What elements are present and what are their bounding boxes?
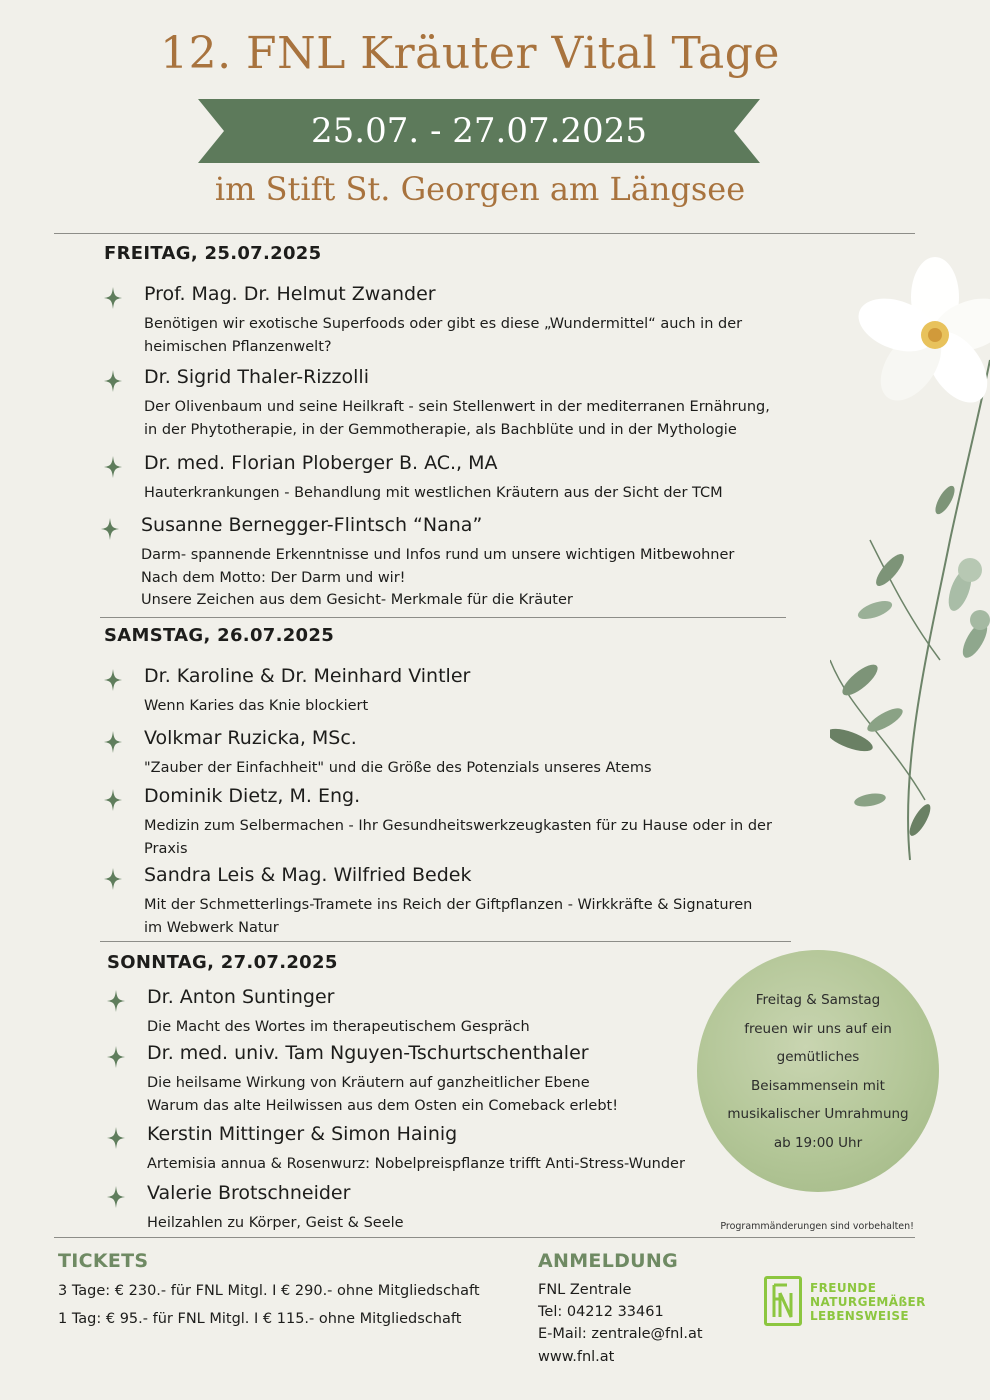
ticket-price-line: 1 Tag: € 95.- für FNL Mitgl. I € 115.- ohne Mitgliedschaft	[58, 1311, 462, 1327]
fnl-logo	[764, 1276, 940, 1332]
four-point-star-icon	[104, 789, 122, 811]
registration-email[interactable]: E-Mail: zentrale@fnl.at	[538, 1326, 703, 1342]
talk-description	[144, 757, 834, 780]
four-point-star-icon	[104, 731, 122, 753]
talk-description	[141, 544, 831, 612]
talk-description-line: "Zauber der Einfachheit" und die Größe des Potenzials unseres Atems	[144, 760, 652, 776]
talk-description-line: Nach dem Motto: Der Darm und wir!	[141, 569, 406, 586]
evening-info-text	[697, 986, 939, 1158]
day-heading: SONNTAG, 27.07.2025	[107, 952, 338, 973]
talk-description	[144, 396, 834, 441]
registration-website[interactable]: www.fnl.at	[538, 1349, 615, 1365]
event-location: im Stift St. Georgen am Längsee	[214, 170, 746, 208]
talk-description-line: Wenn Karies das Knie blockiert	[144, 698, 369, 714]
talk-description-line: Die Macht des Wortes im therapeutischem Gespräch	[147, 1019, 530, 1035]
four-point-star-icon	[104, 287, 122, 309]
registration-org: FNL Zentrale	[538, 1282, 632, 1298]
speaker-name: Dominik Dietz, M. Eng.	[144, 785, 361, 807]
divider	[100, 941, 791, 942]
date-banner	[198, 99, 760, 163]
talk-description-line: Unsere Zeichen aus dem Gesicht- Merkmale für die Kräuter	[141, 592, 573, 608]
day-heading: FREITAG, 25.07.2025	[104, 243, 322, 264]
flower-and-leaves-illustration	[830, 240, 990, 880]
registration-phone[interactable]: Tel: 04212 33461	[538, 1304, 664, 1320]
four-point-star-icon	[104, 868, 122, 890]
talk-description-line: Hauterkrankungen - Behandlung mit westlichen Kräutern aus der Sicht der TCM	[144, 485, 723, 501]
talk-description-line: Die heilsame Wirkung von Kräutern auf ganzheitlicher Ebene	[147, 1075, 590, 1091]
speaker-name: Dr. Sigrid Thaler-Rizzolli	[144, 366, 369, 388]
four-point-star-icon	[107, 1046, 125, 1068]
evening-info-line: Freitag & Samstag	[755, 992, 881, 1008]
four-point-star-icon	[101, 518, 119, 540]
talk-description-line: Warum das alte Heilwissen aus dem Osten ein Comeback erlebt!	[147, 1097, 619, 1114]
talk-description-line: Heilzahlen zu Körper, Geist & Seele	[147, 1215, 404, 1231]
logo-line: LEBENSWEISE	[810, 1309, 910, 1323]
talk-description-line: Darm- spannende Erkenntnisse und Infos rund um unsere wichtigen Mitbewohner	[141, 547, 735, 563]
four-point-star-icon	[104, 669, 122, 691]
divider	[100, 617, 786, 618]
evening-info-line: gemütliches	[776, 1049, 860, 1066]
talk-description-line: Artemisia annua & Rosenwurz: Nobelpreispflanze trifft Anti-Stress-Wunder	[147, 1156, 685, 1172]
talk-description-line: Praxis	[144, 840, 188, 857]
talk-description-line: heimischen Pflanzenwelt?	[144, 338, 332, 355]
logo-line: NATURGEMÄßER	[810, 1295, 926, 1309]
talk-description	[144, 815, 834, 860]
evening-info-line: ab 19:00 Uhr	[773, 1134, 863, 1151]
talk-description-line: Mit der Schmetterlings-Tramete ins Reich der Giftpflanzen - Wirkkräfte & Signaturen	[144, 897, 753, 913]
talk-description-line: in der Phytotherapie, in der Gemmotherapie, als Bachblüte und in der Mythologie	[144, 421, 737, 438]
speaker-name: Susanne Bernegger-Flintsch “Nana”	[141, 514, 483, 536]
four-point-star-icon	[107, 990, 125, 1012]
talk-description	[144, 695, 834, 718]
registration-heading: ANMELDUNG	[538, 1250, 678, 1272]
speaker-name: Dr. Anton Suntinger	[147, 986, 335, 1008]
logo-line: FREUNDE	[810, 1281, 877, 1295]
speaker-name: Dr. med. univ. Tam Nguyen-Tschurtschenthaler	[147, 1042, 589, 1064]
evening-info-circle	[697, 950, 939, 1192]
evening-info-line: musikalischer Umrahmung	[727, 1106, 909, 1123]
four-point-star-icon	[107, 1186, 125, 1208]
evening-info-line: freuen wir uns auf ein	[744, 1020, 892, 1037]
disclaimer: Programmänderungen sind vorbehalten!	[720, 1221, 914, 1232]
speaker-name: Volkmar Ruzicka, MSc.	[144, 727, 357, 749]
talk-description-line: im Webwerk Natur	[144, 919, 279, 936]
talk-description-line: Der Olivenbaum und seine Heilkraft - sein Stellenwert in der mediterranen Ernährung,	[144, 399, 770, 415]
divider	[54, 1237, 915, 1238]
four-point-star-icon	[104, 456, 122, 478]
talk-description-line: Benötigen wir exotische Superfoods oder gibt es diese „Wundermittel“ auch in der	[144, 316, 743, 332]
talk-description	[144, 482, 834, 505]
speaker-name: Dr. med. Florian Ploberger B. AC., MA	[144, 452, 498, 474]
tickets-heading: TICKETS	[58, 1250, 149, 1272]
speaker-name: Dr. Karoline & Dr. Meinhard Vintler	[144, 665, 471, 687]
four-point-star-icon	[107, 1127, 125, 1149]
logo-mark-icon	[764, 1276, 802, 1326]
talk-description	[144, 313, 834, 358]
speaker-name: Valerie Brotschneider	[147, 1182, 351, 1204]
ticket-price-line: 3 Tage: € 230.- für FNL Mitgl. I € 290.- ohne Mitgliedschaft	[58, 1283, 480, 1299]
speaker-name: Prof. Mag. Dr. Helmut Zwander	[144, 283, 436, 305]
talk-description-line: Medizin zum Selbermachen - Ihr Gesundheitswerkzeugkasten für zu Hause oder in der	[144, 818, 772, 834]
logo-wordmark	[810, 1281, 926, 1323]
talk-description	[144, 894, 834, 939]
divider	[54, 233, 915, 234]
speaker-name: Kerstin Mittinger & Simon Hainig	[147, 1123, 458, 1145]
event-dates: 25.07. - 27.07.2025	[311, 111, 647, 151]
four-point-star-icon	[104, 370, 122, 392]
speaker-name: Sandra Leis & Mag. Wilfried Bedek	[144, 864, 472, 886]
evening-info-line: Beisammensein mit	[751, 1077, 885, 1094]
day-heading: SAMSTAG, 26.07.2025	[104, 625, 335, 646]
event-title: 12. FNL Kräuter Vital Tage	[160, 28, 780, 79]
